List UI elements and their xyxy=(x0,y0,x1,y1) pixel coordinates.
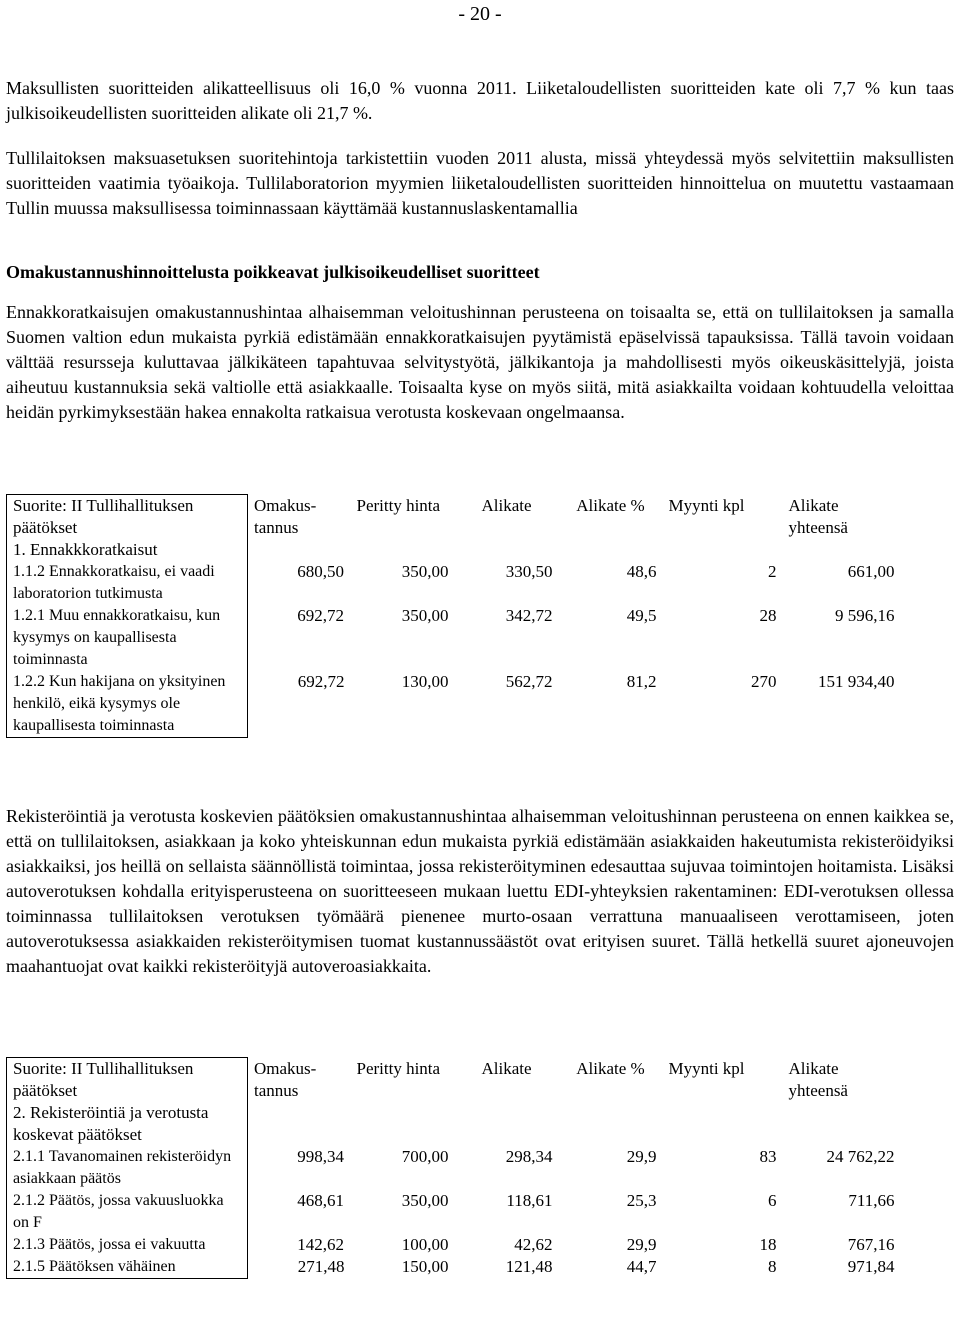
cell-deficit: 342,72 xyxy=(505,606,553,625)
cell-total: 151 934,40 xyxy=(818,672,895,691)
cell-deficit: 118,61 xyxy=(506,1191,553,1210)
cell-deficit-pct: 48,6 xyxy=(626,562,657,581)
cell-total: 971,84 xyxy=(847,1257,895,1276)
cell-sold: 83 xyxy=(759,1147,777,1166)
row-label: 2.1.1 Tavanomainen rekisteröidyn asiakkaan päätös xyxy=(7,1146,248,1190)
row-label: 1.1.2 Ennakkoratkaisu, ei vaadi laboratorion tutkimusta xyxy=(7,561,248,605)
cell-sold: 18 xyxy=(759,1235,777,1254)
cell-price: 130,00 xyxy=(401,672,449,691)
cell-deficit-pct: 25,3 xyxy=(626,1191,657,1210)
cell-sold: 28 xyxy=(759,606,777,625)
row-label: 2.1.5 Päätöksen vähäinen xyxy=(7,1256,248,1279)
cell-total: 711,66 xyxy=(848,1191,895,1210)
cell-total: 24 762,22 xyxy=(826,1147,895,1166)
header-total: Alikate yhteensä xyxy=(788,1058,848,1100)
cell-deficit: 42,62 xyxy=(514,1235,553,1254)
row-label: 1.2.1 Muu ennakkoratkaisu, kun kysymys on kaupallisesta toiminnasta xyxy=(7,605,248,671)
pricing-table-advance-rulings xyxy=(6,494,901,738)
table-row xyxy=(7,671,901,738)
cell-total: 767,16 xyxy=(847,1235,895,1254)
pricing-table-registration xyxy=(6,1057,901,1279)
header-service: Suorite: II Tullihallituksen päätökset xyxy=(13,1059,194,1100)
cell-total: 9 596,16 xyxy=(835,606,895,625)
header-service: Suorite: II Tullihallituksen päätökset xyxy=(13,496,194,537)
page-number: - 20 - xyxy=(458,3,502,25)
cell-deficit: 298,34 xyxy=(505,1147,553,1166)
group-label: 1. Ennakkkoratkaisut xyxy=(13,540,158,559)
cell-deficit-pct: 29,9 xyxy=(626,1147,657,1166)
cell-price: 350,00 xyxy=(401,562,449,581)
table-row xyxy=(7,1146,901,1190)
table-header-row xyxy=(7,1058,901,1147)
header-sold: Myynti kpl xyxy=(668,1058,745,1078)
section-heading: Omakustannushinnoittelusta poikkeavat julkisoikeudelliset suoritteet xyxy=(6,262,540,282)
header-sold: Myynti kpl xyxy=(668,495,745,515)
cell-sold: 6 xyxy=(768,1191,777,1210)
header-total: Alikate yhteensä xyxy=(788,495,848,537)
table-header-row xyxy=(7,495,901,562)
paragraph-advance-rulings: Ennakkoratkaisujen omakustannushintaa alhaisemman veloitushinnan perusteena on toisaalta se, että on tullilaitoksen ja samalla Suomen valtion edun mukaista pyrkiä edistämään ennakkoratkaisujen pyytämistä epäselvissä tapauksissa. Tällä tavoin voidaan välttää resursseja kuluttavaa jälkikäteen tapahtuvaa selvitystyötä, jälkikantoja ja mahdollisesti myös oikeuskäsittelyjä, joista aiheutuu kustannuksia sekä valtiolle että asiakkaalle. Toisaalta kyse on myös siitä, mitä asiakkailta voidaan kohtuudella veloittaa heidän pyrkimyksestään hakea ennakolta ratkaisua verotusta koskevaan ongelmaansa. xyxy=(6,302,954,422)
paragraph-deficit-summary: Maksullisten suoritteiden alikatteellisuus oli 16,0 % vuonna 2011. Liiketaloudellisten suoritteiden kate oli 7,7 % kun taas julkisoikeudellisten suoritteiden alikate oli 21,7 %. xyxy=(6,78,954,123)
cell-deficit: 562,72 xyxy=(505,672,553,691)
cell-price: 350,00 xyxy=(401,1191,449,1210)
header-price: Peritty hinta xyxy=(356,495,441,515)
cell-deficit: 330,50 xyxy=(505,562,553,581)
cell-deficit-pct: 44,7 xyxy=(626,1257,657,1276)
group-label: 2. Rekisteröintiä ja verotusta koskevat päätökset xyxy=(13,1103,209,1144)
table-row xyxy=(7,561,901,605)
cell-cost: 468,61 xyxy=(297,1191,344,1210)
row-label: 2.1.2 Päätös, jossa vakuusluokka on F xyxy=(7,1190,248,1234)
table-row xyxy=(7,1190,901,1234)
cell-sold: 8 xyxy=(768,1257,777,1276)
table-row xyxy=(7,605,901,671)
cell-deficit-pct: 81,2 xyxy=(626,672,657,691)
cell-price: 150,00 xyxy=(401,1257,449,1276)
cell-deficit: 121,48 xyxy=(505,1257,553,1276)
header-deficit-pct: Alikate % xyxy=(576,1058,645,1078)
cell-price: 700,00 xyxy=(401,1147,449,1166)
cell-deficit-pct: 49,5 xyxy=(626,606,657,625)
cell-deficit-pct: 29,9 xyxy=(626,1235,657,1254)
table-row xyxy=(7,1256,901,1279)
cell-cost: 692,72 xyxy=(297,672,345,691)
row-label: 2.1.3 Päätös, jossa ei vakuutta xyxy=(7,1234,248,1256)
cell-cost: 142,62 xyxy=(297,1235,344,1254)
table-row xyxy=(7,1234,901,1256)
cell-price: 100,00 xyxy=(401,1235,449,1254)
header-cost: Omakus-tannus xyxy=(254,1058,317,1100)
header-price: Peritty hinta xyxy=(356,1058,441,1078)
cell-cost: 692,72 xyxy=(297,606,344,625)
header-deficit: Alikate xyxy=(481,495,532,515)
paragraph-price-review: Tullilaitoksen maksuasetuksen suoritehintoja tarkistettiin vuoden 2011 alusta, missä yhteydessä myös selvitettiin maksullisten suoritteiden vaatimia työaikoja. Tullilaboratorion myymien liiketaloudellisten suoritteiden hinnoittelua on muutettu vastaamaan Tullin muussa maksullisessa toiminnassaan käyttämää kustannuslaskentamallia xyxy=(6,148,954,218)
cell-total: 661,00 xyxy=(847,562,895,581)
header-deficit: Alikate xyxy=(481,1058,532,1078)
cell-sold: 270 xyxy=(751,672,777,691)
cell-sold: 2 xyxy=(768,562,777,581)
row-label: 1.2.2 Kun hakijana on yksityinen henkilö, eikä kysymys ole kaupallisesta toiminnasta xyxy=(7,671,248,738)
cell-cost: 680,50 xyxy=(297,562,344,581)
cell-cost: 271,48 xyxy=(297,1257,345,1276)
header-cost: Omakus-tannus xyxy=(254,495,317,537)
header-deficit-pct: Alikate % xyxy=(576,495,645,515)
cell-price: 350,00 xyxy=(401,606,449,625)
cell-cost: 998,34 xyxy=(297,1147,344,1166)
paragraph-registration: Rekisteröintiä ja verotusta koskevien päätöksien omakustannushintaa alhaisemman veloitushinnan perusteena on ennen kaikkea se, että on tullilaitoksen, asiakkaan ja koko yhteiskunnan edun mukaista pyrkiä edistämään asiakkaiden hakeutumista rekisteröidyiksi asiakkaiksi, jos heillä on sellaista säännöllistä toimintaa, jossa rekisteröityminen edesauttaa sujuvaa toimintojen hoitamista. Lisäksi autoverotuksen kohdalla erityisperusteena on suoritteeseen mukaan luettu EDI-yhteyksien rakentaminen: EDI-verotuksen ollessa toiminnassa tullilaitoksen verotuksen työmäärä pienenee murto-osaan verrattuna manuaaliseen verottamiseen, joten autoverotuksessa asiakkaiden rekisteröitymisen tuomat kustannussäästöt ovat erityisen suuret. Tällä hetkellä suuret ajoneuvojen maahantuojat ovat kaikki rekisteröityjä autoveroasiakkaita. xyxy=(6,806,954,976)
